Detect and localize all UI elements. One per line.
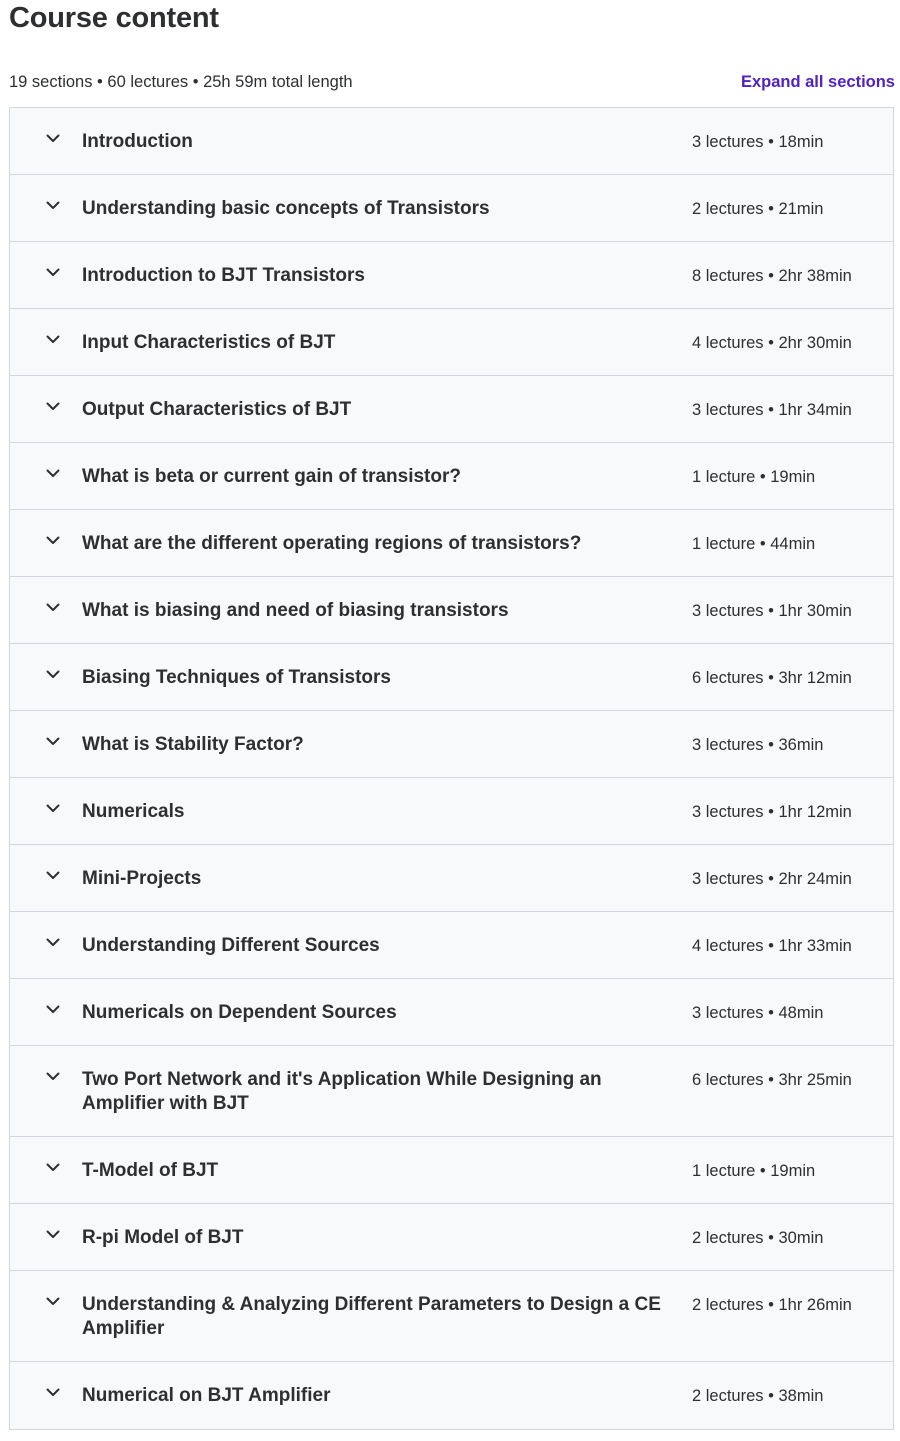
chevron-down-icon	[10, 867, 82, 880]
section-lecture-count: 3 lectures • 2hr 24min	[692, 870, 852, 888]
section-title: Output Characteristics of BJT	[82, 399, 352, 420]
section-header[interactable]	[10, 711, 893, 778]
section-lecture-count: 1 lecture • 19min	[692, 468, 816, 486]
chevron-down-icon	[10, 800, 82, 813]
section-title: What is Stability Factor?	[82, 734, 304, 755]
section-header[interactable]	[10, 242, 893, 309]
section-header[interactable]	[10, 577, 893, 644]
section-title: Understanding Different Sources	[82, 935, 380, 956]
chevron-down-icon	[10, 197, 82, 210]
section-lecture-count: 1 lecture • 44min	[692, 535, 816, 553]
section-lecture-count: 1 lecture • 19min	[692, 1162, 816, 1180]
page-title: Course content	[9, 2, 219, 34]
section-lecture-count: 4 lectures • 1hr 33min	[692, 937, 852, 955]
chevron-down-icon	[10, 331, 82, 344]
chevron-down-icon	[10, 1159, 82, 1172]
chevron-down-icon	[10, 398, 82, 411]
course-summary: 19 sections • 60 lectures • 25h 59m total length	[9, 72, 353, 91]
section-title: Input Characteristics of BJT	[82, 332, 336, 353]
section-header[interactable]	[10, 778, 893, 845]
summary-bar	[9, 68, 895, 96]
section-header[interactable]	[10, 1271, 893, 1362]
section-lecture-count: 8 lectures • 2hr 38min	[692, 267, 852, 285]
chevron-down-icon	[10, 264, 82, 277]
chevron-down-icon	[10, 1068, 82, 1081]
section-title: Two Port Network and it's Application While Designing an Amplifier with BJT	[82, 1069, 602, 1114]
section-title: Understanding & Analyzing Different Parameters to Design a CE Amplifier	[82, 1294, 661, 1339]
expand-all-sections-button[interactable]: Expand all sections	[740, 72, 895, 91]
section-lecture-count: 3 lectures • 48min	[692, 1004, 824, 1022]
section-header[interactable]	[10, 175, 893, 242]
section-title: Numericals	[82, 801, 185, 822]
section-title: Introduction	[82, 131, 193, 152]
section-lecture-count: 2 lectures • 38min	[692, 1387, 824, 1405]
chevron-down-icon	[10, 1001, 82, 1014]
chevron-down-icon	[10, 465, 82, 478]
section-title: Biasing Techniques of Transistors	[82, 667, 391, 688]
section-title: Understanding basic concepts of Transistors	[82, 198, 490, 219]
chevron-down-icon	[10, 599, 82, 612]
section-header[interactable]	[10, 979, 893, 1046]
section-title: Numerical on BJT Amplifier	[82, 1385, 331, 1406]
section-title: Introduction to BJT Transistors	[82, 265, 365, 286]
section-lecture-count: 3 lectures • 36min	[692, 736, 824, 754]
section-lecture-count: 2 lectures • 21min	[692, 200, 824, 218]
section-header[interactable]	[10, 108, 893, 175]
section-header[interactable]	[10, 845, 893, 912]
section-header[interactable]	[10, 443, 893, 510]
section-header[interactable]	[10, 1137, 893, 1204]
section-header[interactable]	[10, 644, 893, 711]
section-lecture-count: 3 lectures • 1hr 12min	[692, 803, 852, 821]
section-lecture-count: 6 lectures • 3hr 12min	[692, 669, 852, 687]
section-title: What is biasing and need of biasing transistors	[82, 600, 509, 621]
section-title: R-pi Model of BJT	[82, 1227, 244, 1248]
section-title: Numericals on Dependent Sources	[82, 1002, 397, 1023]
section-title: What is beta or current gain of transistor?	[82, 466, 461, 487]
section-header[interactable]	[10, 1046, 893, 1137]
section-title: What are the different operating regions of transistors?	[82, 533, 582, 554]
section-header[interactable]	[10, 912, 893, 979]
chevron-down-icon	[10, 130, 82, 143]
section-lecture-count: 3 lectures • 1hr 30min	[692, 602, 852, 620]
chevron-down-icon	[10, 532, 82, 545]
section-lecture-count: 6 lectures • 3hr 25min	[692, 1071, 852, 1089]
section-header[interactable]	[10, 376, 893, 443]
section-lecture-count: 2 lectures • 1hr 26min	[692, 1296, 852, 1314]
chevron-down-icon	[10, 1226, 82, 1239]
section-header[interactable]	[10, 1204, 893, 1271]
section-title: Mini-Projects	[82, 868, 202, 889]
chevron-down-icon	[10, 1293, 82, 1306]
section-lecture-count: 3 lectures • 1hr 34min	[692, 401, 852, 419]
section-lecture-count: 4 lectures • 2hr 30min	[692, 334, 852, 352]
chevron-down-icon	[10, 666, 82, 679]
section-lecture-count: 2 lectures • 30min	[692, 1229, 824, 1247]
section-list	[9, 107, 894, 1430]
section-header[interactable]	[10, 510, 893, 577]
section-lecture-count: 3 lectures • 18min	[692, 133, 824, 151]
section-header[interactable]	[10, 309, 893, 376]
section-header[interactable]	[10, 1362, 893, 1429]
section-title: T-Model of BJT	[82, 1160, 219, 1181]
chevron-down-icon	[10, 733, 82, 746]
chevron-down-icon	[10, 934, 82, 947]
chevron-down-icon	[10, 1384, 82, 1397]
